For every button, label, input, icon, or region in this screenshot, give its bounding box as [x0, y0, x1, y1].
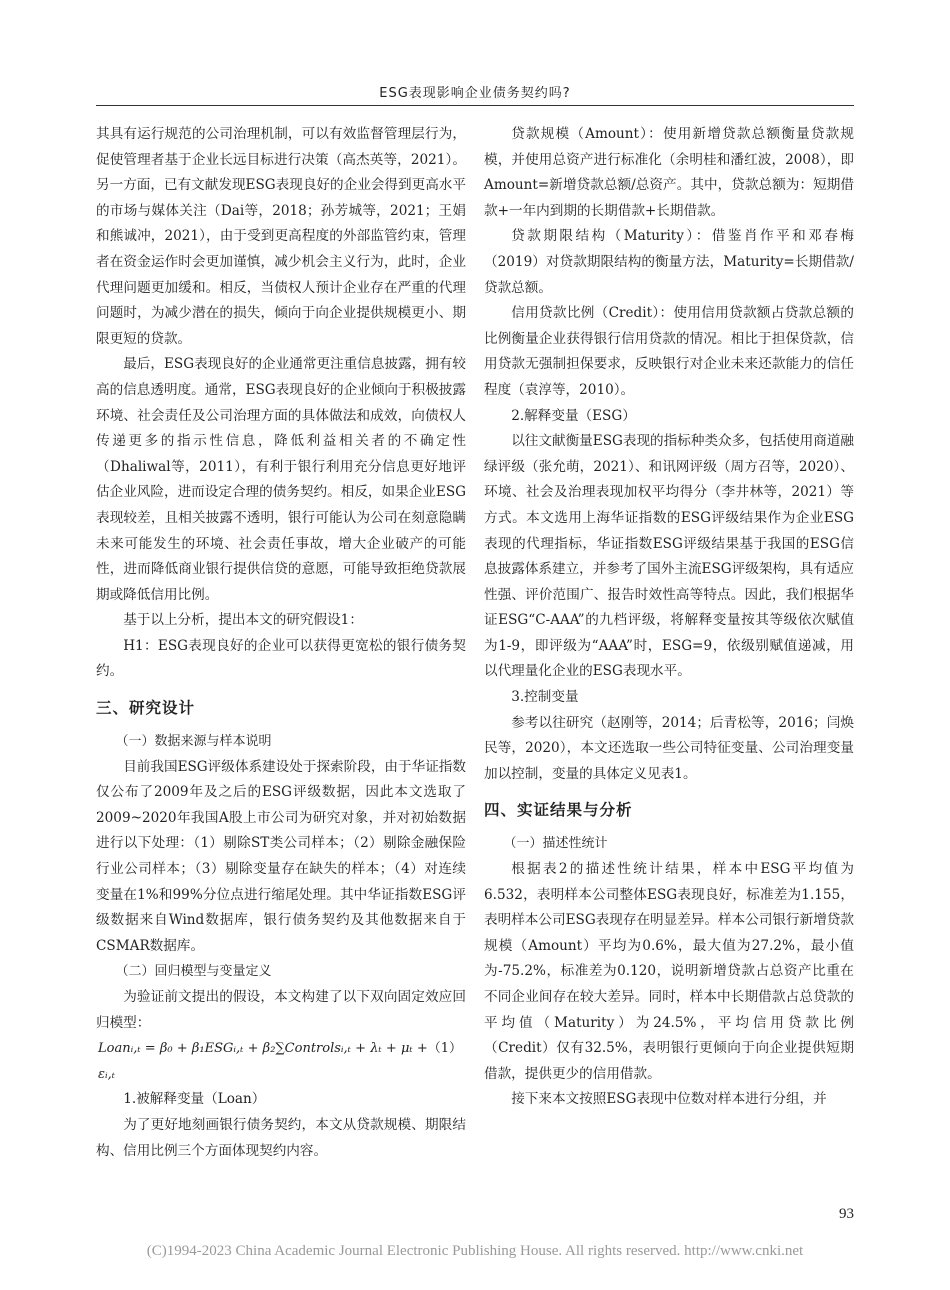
section-heading-empirical-results: 四、实证结果与分析 [484, 801, 633, 820]
paragraph: 参考以往研究（赵刚等，2014；后青松等，2016；闫焕民等，2020），本文还选取一些公司特征变量、公司治理变量加以控制，变量的具体定义见表1。 [484, 714, 854, 782]
variable-heading: 3.控制变量 [511, 689, 579, 706]
paragraph: 为了更好地刻画银行债务契约，本文从贷款规模、期限结构、信用比例三个方面体现契约内容。 [96, 1116, 466, 1159]
paragraph: 其具有运行规范的公司治理机制，可以有效监督管理层行为，促使管理者基于企业长远目标进行决策（高杰英等，2021）。另一方面，已有文献发现ESG表现良好的企业会得到更高水平的市场与媒体关注（Dai等，2018；孙芳城等，2021；王娟和熊诚冲，2021），由于受到更高程度的外部监管约束，管理者在资金运作时会更加谨慎，减少机会主义行为，此时，企业代理问题更加缓和。相反，当债权人预计企业存在严重的代理问题时，为减少潜在的损失，倾向于向企业提供规模更小、期限更短的贷款。 [96, 126, 466, 347]
equation-body: Loanᵢ,ₜ = β₀ + β₁ESGᵢ,ₜ + β₂∑Controlsᵢ,ₜ + λₜ + μₜ + εᵢ,ₜ [98, 1041, 428, 1082]
paragraph: 贷款期限结构（Maturity）：借鉴肖作平和邓春梅（2019）对贷款期限结构的衡量方法，Maturity=长期借款/贷款总额。 [484, 228, 854, 296]
running-header: ESG表现影响企业债务契约吗? [379, 86, 571, 101]
copyright-footer: (C)1994-2023 China Academic Journal Electronic Publishing House. All rights reserved. http://www.cnki.net [146, 1243, 804, 1259]
subsection-heading: （一）描述性统计 [503, 836, 608, 852]
equation-number: （1） [427, 1041, 462, 1057]
subsection-heading: （二）回归模型与变量定义 [115, 964, 272, 980]
section-heading-research-design: 三、研究设计 [96, 699, 196, 718]
right-column [484, 122, 854, 1113]
paragraph: 为验证前文提出的假设，本文构建了以下双向固定效应回归模型： [96, 989, 466, 1031]
page-number: 93 [839, 1206, 854, 1222]
variable-heading: 2.解释变量（ESG） [511, 407, 636, 424]
regression-equation [96, 1036, 466, 1087]
left-column [96, 122, 466, 1164]
hypothesis-h1: H1：ESG表现良好的企业可以获得更宽松的银行债务契约。 [96, 637, 466, 680]
header-rule [96, 105, 854, 106]
subsection-heading: （一）数据来源与样本说明 [115, 734, 272, 750]
paragraph: 目前我国ESG评级体系建设处于探索阶段，由于华证指数仅公布了2009年及之后的ESG评级数据，因此本文选取了2009~2020年我国A股上市公司为研究对象，并对初始数据进行以下处理：（1）剔除ST类公司样本；（2）剔除金融保险行业公司样本；（3）剔除变量存在缺失的样本；（4）对连续变量在1%和99%分位点进行缩尾处理。其中华证指数ESG评级数据来自Wind数据库，银行债务契约及其他数据来自于CSMAR数据库。 [96, 758, 466, 954]
paragraph: 接下来本文按照ESG表现中位数对样本进行分组，并 [511, 1091, 827, 1108]
paragraph: 最后，ESG表现良好的企业通常更注重信息披露，拥有较高的信息透明度。通常，ESG表现良好的企业倾向于积极披露环境、社会责任及公司治理方面的具体做法和成效，向债权人传递更多的指示性信息，降低利益相关者的不确定性（Dhaliwal等，2011），有利于银行利用充分信息更好地评估企业风险，进而设定合理的债务契约。相反，如果企业ESG表现较差，且相关披露不透明，银行可能认为公司在刻意隐瞒未来可能发生的环境、社会责任事故，增大企业破产的可能性，进而降低商业银行提供信贷的意愿，可能导致拒绝贷款展期或降低信用比例。 [96, 356, 466, 603]
variable-heading: 1.被解释变量（Loan） [123, 1091, 266, 1108]
paragraph: 根据表2的描述性统计结果，样本中ESG平均值为6.532，表明样本公司整体ESG表现良好，标准差为1.155，表明样本公司ESG表现存在明显差异。样本公司银行新增贷款规模（Amount）平均为0.6%，最大值为27.2%，最小值为-75.2%，标准差为0.120，说明新增贷款占总资产比重在不同企业间存在较大差异。同时，样本中长期借款占总贷款的平均值（Maturity）为24.5%，平均信用贷款比例（Credit）仅有32.5%，表明银行更倾向于向企业提供短期借款，提供更少的信用借款。 [484, 861, 854, 1082]
paragraph: 信用贷款比例（Credit）：使用信用贷款额占贷款总额的比例衡量企业获得银行信用贷款的情况。相比于担保贷款，信用贷款无强制担保要求，反映银行对企业未来还款能力的信任程度（袁淳等，2010）。 [484, 305, 854, 398]
paragraph: 以往文献衡量ESG表现的指标种类众多，包括使用商道融绿评级（张允萌，2021）、和讯网评级（周方召等，2020）、环境、社会及治理表现加权平均得分（李井林等，2021）等方式。本文选用上海华证指数的ESG评级结果作为企业ESG表现的代理指标，华证指数ESG评级结果基于我国的ESG信息披露体系建立，并参考了国外主流ESG评级架构，具有适应性强、评价范围广、报告时效性高等特点。因此，我们根据华证ESG“C-AAA”的九档评级，将解释变量按其等级依次赋值为1-9，即评级为“AAA”时，ESG=9，依级别赋值递减，用以代理量化企业的ESG表现水平。 [484, 433, 854, 680]
paragraph: 基于以上分析，提出本文的研究假设1： [123, 612, 363, 629]
paragraph: 贷款规模（Amount）：使用新增贷款总额衡量贷款规模，并使用总资产进行标准化（余明桂和潘红波，2008），即Amount=新增贷款总额/总资产。其中，贷款总额为：短期借款+一年内到期的长期借款+长期借款。 [484, 126, 854, 219]
